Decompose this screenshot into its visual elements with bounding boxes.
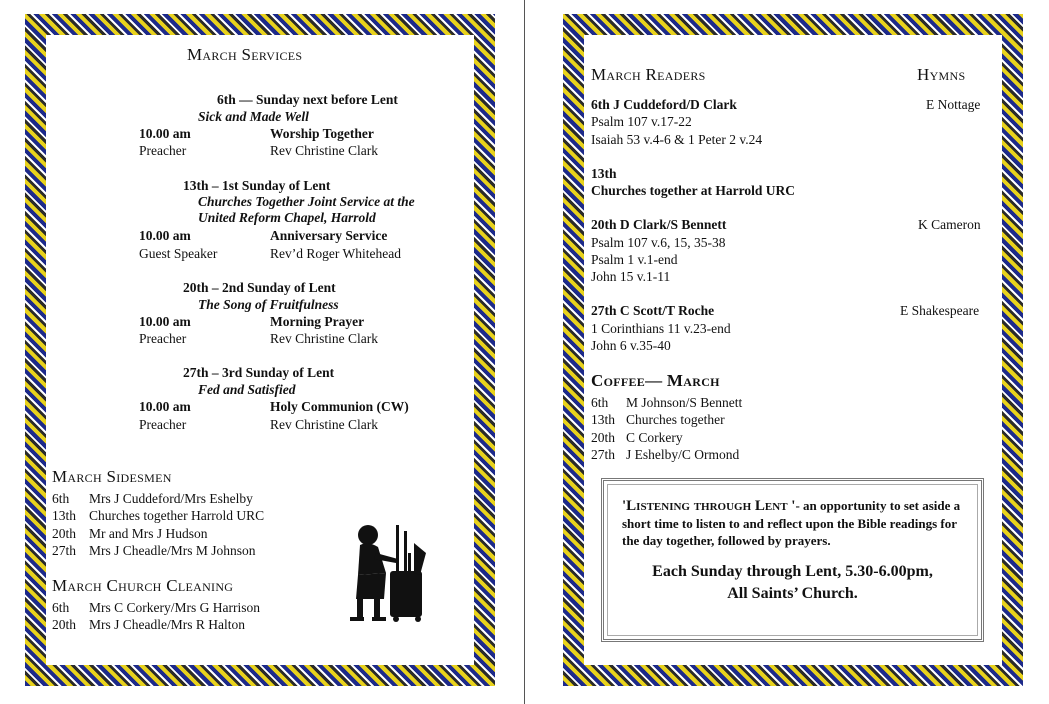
sidesmen-date: 20th	[52, 526, 77, 541]
lent-description	[622, 497, 963, 549]
service-person: Rev Christine Clark	[270, 331, 378, 346]
service-theme: The Song of Fruitfulness	[198, 297, 339, 312]
coffee-date: 20th	[591, 430, 616, 445]
service-type: Anniversary Service	[270, 228, 388, 243]
reading-heading: 27th C Scott/T Roche	[591, 303, 715, 318]
reading-heading: 13th	[591, 166, 617, 181]
service-person: Rev’d Roger Whitehead	[270, 246, 401, 261]
coffee-title: Coffee— March	[591, 371, 720, 390]
coffee-names: C Corkery	[626, 430, 683, 445]
service-time: 10.00 am	[139, 126, 191, 141]
cleaning-title: March Church Cleaning	[52, 576, 234, 595]
coffee-names: M Johnson/S Bennett	[626, 395, 743, 410]
service-time: 10.00 am	[139, 228, 191, 243]
reading-line: Isaiah 53 v.4-6 & 1 Peter 2 v.24	[591, 132, 763, 147]
service-person: Rev Christine Clark	[270, 417, 378, 432]
reading-hymns: E Shakespeare	[900, 303, 980, 318]
service-heading: 27th – 3rd Sunday of Lent	[183, 365, 335, 380]
sidesmen-names: Mrs J Cuddeford/Mrs Eshelby	[89, 491, 253, 506]
service-heading: 6th — Sunday next before Lent	[217, 92, 398, 107]
service-theme: United Reform Chapel, Harrold	[198, 210, 376, 225]
service-theme: Sick and Made Well	[198, 109, 309, 124]
sidesmen-date: 13th	[52, 508, 77, 523]
service-role: Preacher	[139, 331, 187, 346]
reading-hymns: K Cameron	[918, 217, 981, 232]
lent-title: 'Listening through Lent '	[622, 498, 796, 514]
reading-line: John 15 v.1-11	[591, 269, 671, 284]
lent-text: - an opportunity to set aside a short time to listen to and reflect upon the Bible readings for the day together, followed by prayers.	[622, 498, 961, 548]
cleaning-names: Mrs C Corkery/Mrs G Harrison	[89, 600, 260, 615]
readers-title: March Readers	[591, 65, 706, 84]
sidesmen-names: Mrs J Cheadle/Mrs M Johnson	[89, 543, 256, 558]
reading-line: John 6 v.35-40	[591, 338, 671, 353]
service-time: 10.00 am	[139, 399, 191, 414]
reading-line: 1 Corinthians 11 v.23-end	[591, 321, 731, 336]
lent-venue: All Saints’ Church.	[727, 585, 858, 602]
service-time: 10.00 am	[139, 314, 191, 329]
coffee-date: 6th	[591, 395, 609, 410]
coffee-names: J Eshelby/C Ormond	[626, 447, 740, 462]
sidesmen-names: Mr and Mrs J Hudson	[89, 526, 208, 541]
reading-line: Psalm 1 v.1-end	[591, 252, 678, 267]
service-type: Worship Together	[270, 126, 374, 141]
coffee-date: 27th	[591, 447, 616, 462]
sidesmen-names: Churches together Harrold URC	[89, 508, 265, 523]
service-role: Preacher	[139, 143, 187, 158]
service-person: Rev Christine Clark	[270, 143, 378, 158]
cleaner-clipart-icon	[340, 513, 440, 623]
service-role: Guest Speaker	[139, 246, 218, 261]
coffee-names: Churches together	[626, 412, 725, 427]
reading-heading: 6th J Cuddeford/D Clark	[591, 97, 737, 112]
reading-line: Churches together at Harrold URC	[591, 183, 795, 198]
service-role: Preacher	[139, 417, 187, 432]
service-heading: 13th – 1st Sunday of Lent	[183, 178, 331, 193]
reading-heading: 20th D Clark/S Bennett	[591, 217, 727, 232]
reading-line: Psalm 107 v.6, 15, 35-38	[591, 235, 726, 250]
service-type: Holy Communion (CW)	[270, 399, 409, 414]
sidesmen-date: 27th	[52, 543, 77, 558]
service-theme: Fed and Satisfied	[198, 382, 296, 397]
lent-schedule: Each Sunday through Lent, 5.30-6.00pm,	[652, 563, 933, 580]
service-theme: Churches Together Joint Service at the	[198, 194, 415, 209]
sidesmen-title: March Sidesmen	[52, 467, 172, 486]
cleaning-date: 6th	[52, 600, 70, 615]
reading-hymns: E Nottage	[926, 97, 981, 112]
cleaning-date: 20th	[52, 617, 77, 632]
hymns-title: Hymns	[917, 65, 966, 84]
listening-through-lent-box	[601, 478, 984, 642]
cleaning-names: Mrs J Cheadle/Mrs R Halton	[89, 617, 245, 632]
page-divider	[524, 0, 525, 704]
services-title: March Services	[187, 45, 303, 64]
reading-line: Psalm 107 v.17-22	[591, 114, 692, 129]
sidesmen-date: 6th	[52, 491, 70, 506]
coffee-date: 13th	[591, 412, 616, 427]
service-type: Morning Prayer	[270, 314, 365, 329]
service-heading: 20th – 2nd Sunday of Lent	[183, 280, 336, 295]
